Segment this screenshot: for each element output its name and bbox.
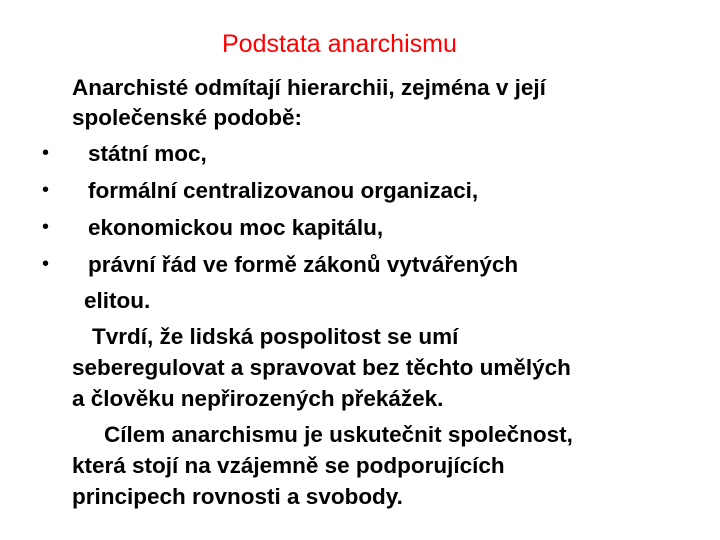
bullet-item-ekonomicka-moc: ekonomickou moc kapitálu, bbox=[88, 215, 384, 240]
intro-line-2: společenské podobě: bbox=[72, 105, 303, 130]
bullet-marker: • bbox=[42, 179, 50, 201]
paragraph-2-line-2: seberegulovat a spravovat bez těchto umělých bbox=[72, 355, 571, 380]
slide-title: Podstata anarchismu bbox=[222, 30, 457, 58]
bullet-item-formalni-organizace: formální centralizovanou organizaci, bbox=[88, 178, 479, 203]
paragraph-2-line-3: a člověku nepřirozených překážek. bbox=[72, 386, 444, 411]
paragraph-3-line-1: Cílem anarchismu je uskutečnit společnost, bbox=[104, 422, 573, 447]
bullet-marker: • bbox=[42, 142, 50, 164]
bullet-item-pravni-rad: právní řád ve formě zákonů vytvářených bbox=[88, 252, 519, 277]
bullet-item-continuation: elitou. bbox=[84, 288, 151, 313]
bullet-marker: • bbox=[42, 253, 50, 275]
paragraph-3-line-2: která stojí na vzájemně se podporujících bbox=[72, 453, 505, 478]
intro-line-1: Anarchisté odmítají hierarchii, zejména v její bbox=[72, 75, 546, 100]
paragraph-3-line-3: principech rovnosti a svobody. bbox=[72, 484, 403, 509]
bullet-marker: • bbox=[42, 216, 50, 238]
bullet-item-statni-moc: státní moc, bbox=[88, 141, 207, 166]
paragraph-2-line-1: Tvrdí, že lidská pospolitost se umí bbox=[92, 324, 459, 349]
